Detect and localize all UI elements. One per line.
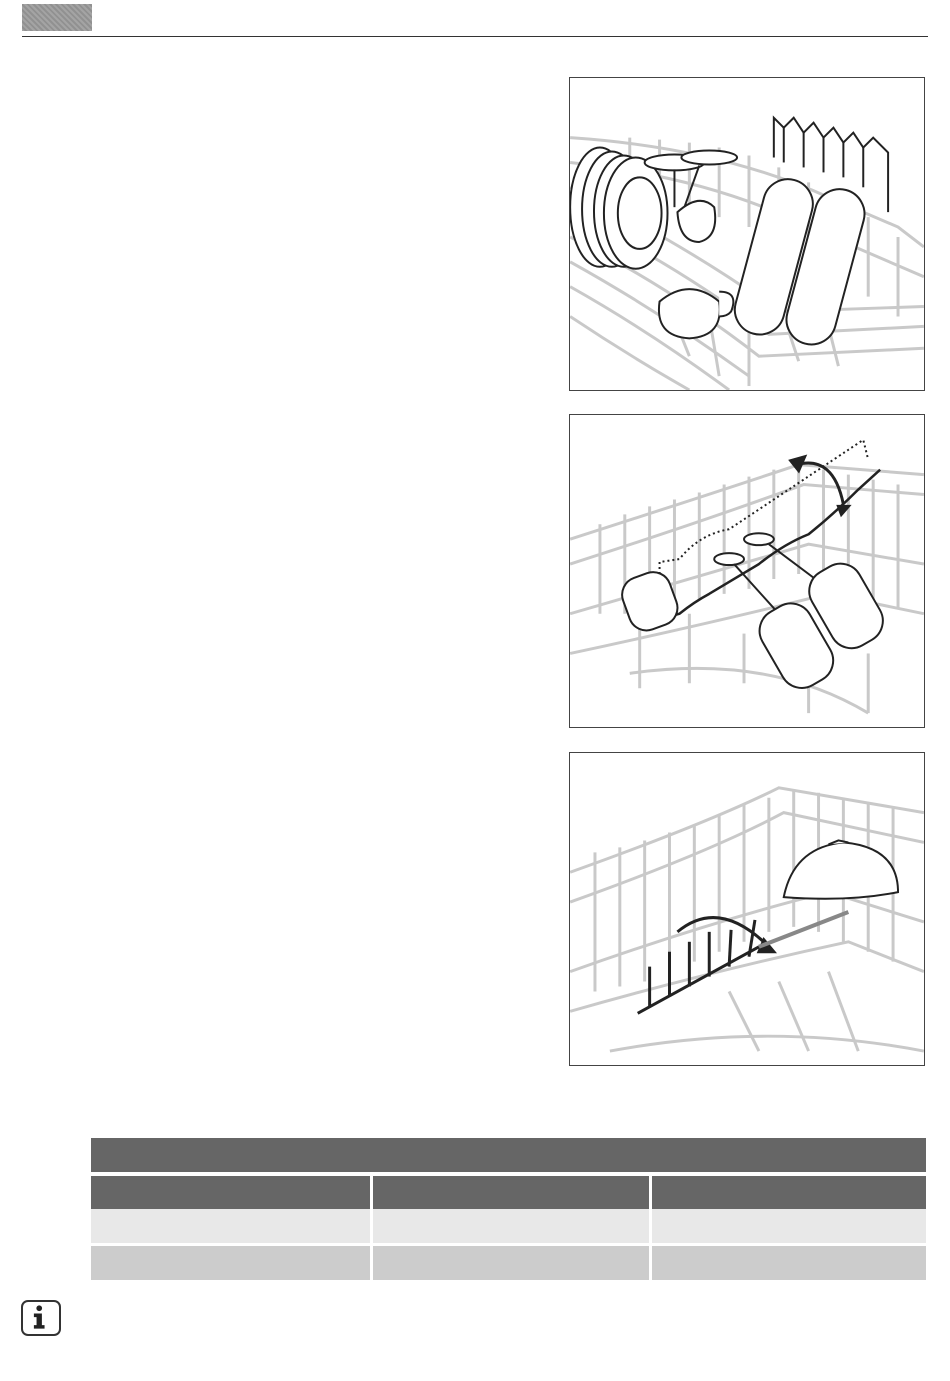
table-cell [91,1209,370,1243]
header-rule [22,36,928,37]
info-glyph [23,1302,59,1334]
table-row [91,1209,926,1243]
table-header-cell [370,1176,649,1209]
table-header-row [91,1176,926,1209]
upper-basket-illustration [570,78,924,390]
table-cell [370,1246,649,1280]
figure-tine-row-fold [569,752,925,1066]
table-row [91,1246,926,1280]
info-icon [21,1300,61,1336]
table-cell [649,1209,926,1243]
table-caption [91,1138,926,1172]
tine-row-illustration [570,753,924,1065]
table-header-cell [91,1176,370,1209]
table-cell [370,1209,649,1243]
table-header-cell [649,1176,926,1209]
figure-glass-support-fold [569,414,925,728]
figure-upper-basket-loaded [569,77,925,391]
table-cell [91,1246,370,1280]
page-header-tab [22,4,92,31]
glass-support-illustration [570,415,924,727]
table-cell [649,1246,926,1280]
basket-adjustment-table [91,1138,926,1280]
